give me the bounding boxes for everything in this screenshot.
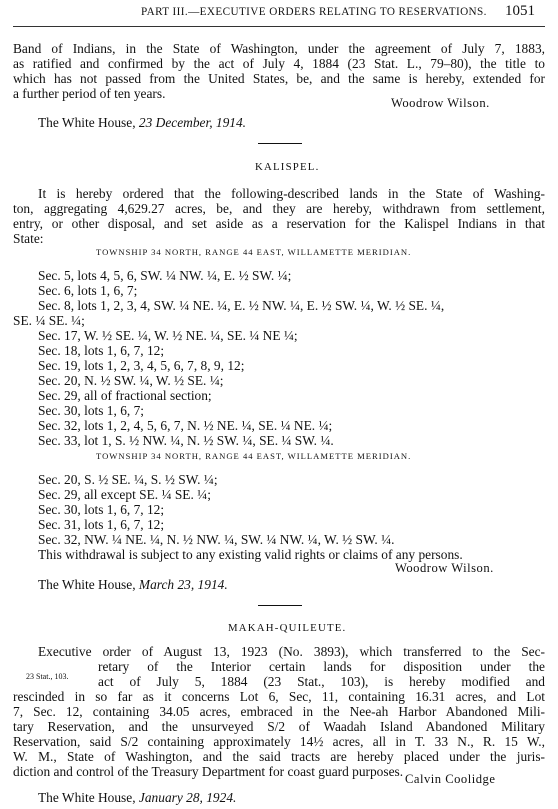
list-item: Sec. 19, lots 1, 2, 3, 4, 5, 6, 7, 8, 9, 12; — [38, 358, 245, 373]
header-rule — [13, 26, 545, 27]
page-number: 1051 — [505, 3, 535, 19]
running-header-title: PART III.—EXECUTIVE ORDERS RELATING TO RESERVATIONS. — [141, 6, 487, 18]
dateline-date: March 23, 1914. — [138, 577, 228, 592]
body-line: as ratified and confirmed by the act of July 4, 1884 (23 Stat. L., 79–80), the title to — [13, 56, 545, 71]
body-line: entry, or other disposal, and set aside as a reservation for the Kalispel Indians in that — [13, 216, 545, 231]
body-line: State: — [13, 231, 44, 246]
township-heading: TOWNSHIP 34 NORTH, RANGE 44 EAST, WILLAMETTE MERIDIAN. — [96, 247, 412, 257]
margin-citation: 23 Stat., 103. — [26, 672, 69, 681]
body-line: Executive order of August 13, 1923 (No. 3893), which transferred to the Sec- — [38, 644, 545, 659]
body-line: act of July 5, 1884 (23 Stat., 103), is hereby modified and — [98, 674, 545, 689]
body-line: retary of the Interior certain lands for disposition under the — [98, 659, 545, 674]
list-item: Sec. 20, S. ½ SE. ¼, S. ½ SW. ¼; — [38, 472, 218, 487]
list-item: Sec. 30, lots 1, 6, 7; — [38, 403, 145, 418]
signature: Calvin Coolidge — [405, 772, 496, 786]
list-item: Sec. 18, lots 1, 6, 7, 12; — [38, 343, 165, 358]
list-item: Sec. 5, lots 4, 5, 6, SW. ¼ NW. ¼, E. ½ SW. ¼; — [38, 268, 292, 283]
white-house-dateline — [38, 790, 236, 806]
body-line: 7, Sec. 12, containing 34.05 acres, embraced in the Nee-ah Harbor Abandoned Mili- — [13, 704, 545, 719]
white-house-label: The White House, — [38, 115, 136, 130]
list-item: Sec. 20, N. ½ SW. ¼, W. ½ SE. ¼; — [38, 373, 224, 388]
body-line: W. M., State of Washington, and the said tracts are hereby placed under the juris- — [13, 749, 545, 764]
signature: Woodrow Wilson. — [395, 561, 494, 575]
list-item: Sec. 30, lots 1, 6, 7, 12; — [38, 502, 165, 517]
body-line: Band of Indians, in the State of Washington, under the agreement of July 7, 1883, — [13, 41, 545, 56]
body-line: which has not passed from the United States, be, and the same is hereby, extended for — [13, 71, 545, 86]
list-item: Sec. 29, all except SE. ¼ SE. ¼; — [38, 487, 211, 502]
white-house-dateline — [38, 577, 228, 593]
section-heading-kalispel: KALISPEL. — [255, 161, 320, 173]
section-divider — [258, 605, 302, 606]
body-line: diction and control of the Treasury Department for coast guard purposes. — [13, 764, 404, 779]
section-heading-makah-quileute: MAKAH-QUILEUTE. — [228, 622, 347, 634]
list-item: Sec. 33, lot 1, S. ½ NW. ¼, N. ½ SW. ¼, SE. ¼ SW. ¼. — [38, 433, 334, 448]
list-item: Sec. 32, lots 1, 2, 4, 5, 6, 7, N. ½ NE. ¼, SE. ¼ NE. ¼; — [38, 418, 333, 433]
list-item: SE. ¼ SE. ¼; — [13, 313, 85, 328]
body-line: ton, aggregating 4,629.27 acres, be, and they are hereby, withdrawn from settlement, — [13, 201, 545, 216]
section-divider — [258, 143, 302, 144]
list-item: Sec. 29, all of fractional section; — [38, 388, 212, 403]
list-item: Sec. 8, lots 1, 2, 3, 4, SW. ¼ NE. ¼, E. ½ NW. ¼, E. ½ SW. ¼, W. ½ SE. ¼, — [38, 298, 445, 313]
white-house-label: The White House, — [38, 790, 136, 805]
white-house-dateline — [38, 115, 246, 131]
body-line: rescinded in so far as it concerns Lot 6, Sec, 11, containing 16.31 acres, and Lot — [13, 689, 545, 704]
body-line: tary Reservation, and the unsurveyed S/2 of Waadah Island Abandoned Military — [13, 719, 545, 734]
township-heading: TOWNSHIP 34 NORTH, RANGE 44 EAST, WILLAMETTE MERIDIAN. — [96, 451, 412, 461]
signature: Woodrow Wilson. — [391, 96, 490, 110]
body-line: a further period of ten years. — [13, 86, 166, 101]
list-item: Sec. 6, lots 1, 6, 7; — [38, 283, 138, 298]
list-item: Sec. 32, NW. ¼ NE. ¼, N. ½ NW. ¼, SW. ¼ NW. ¼, W. ½ SW. ¼. — [38, 532, 395, 547]
dateline-date: 23 December, 1914. — [138, 115, 247, 130]
list-item: Sec. 17, W. ½ SE. ¼, W. ½ NE. ¼, SE. ¼ NE ¼; — [38, 328, 298, 343]
dateline-date: January 28, 1924. — [138, 790, 237, 805]
body-line: Reservation, said S/2 containing approximately 14½ acres, all in T. 33 N., R. 15 W., — [13, 734, 545, 749]
list-item: Sec. 31, lots 1, 6, 7, 12; — [38, 517, 165, 532]
closing-line: This withdrawal is subject to any existing valid rights or claims of any persons. — [38, 547, 463, 562]
body-line: It is hereby ordered that the following-described lands in the State of Washing- — [38, 186, 545, 201]
white-house-label: The White House, — [38, 577, 136, 592]
